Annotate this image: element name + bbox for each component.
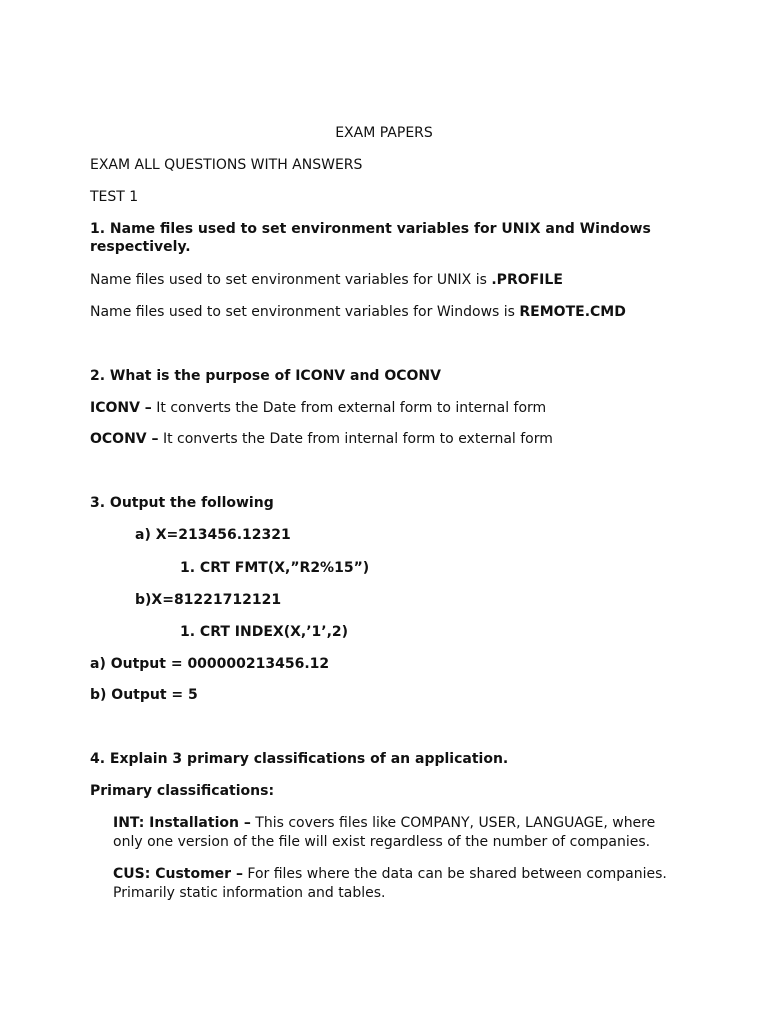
q4-int-text: This covers files like COMPANY, USER, LANGUAGE, where only one version of the file will exist regardless of the number of companies. bbox=[113, 815, 656, 850]
q3-part-b-command: 1. CRT INDEX(X,’1’,2) bbox=[180, 624, 349, 640]
q1-answer-windows-text: Name files used to set environment variables for Windows is bbox=[90, 304, 520, 320]
test-heading: TEST 1 bbox=[90, 189, 139, 205]
document-subtitle: EXAM ALL QUESTIONS WITH ANSWERS bbox=[90, 157, 363, 173]
q2-iconv-label: ICONV – bbox=[90, 400, 152, 416]
q2-oconv-label: OCONV – bbox=[90, 431, 159, 447]
q3-output-a: a) Output = 000000213456.12 bbox=[90, 656, 330, 672]
q4-int-label: INT: Installation – bbox=[113, 815, 251, 831]
q4-int-paragraph bbox=[113, 814, 668, 852]
q1-question-line1: 1. Name files used to set environment variables for UNIX and Windows bbox=[90, 221, 651, 237]
q2-oconv bbox=[90, 430, 553, 448]
q2-iconv-text: It converts the Date from external form to internal form bbox=[151, 400, 547, 416]
q2-question: 2. What is the purpose of ICONV and OCONV bbox=[90, 368, 441, 384]
q1-answer-windows bbox=[90, 303, 626, 321]
document-title: EXAM PAPERS bbox=[335, 125, 433, 141]
q2-iconv bbox=[90, 399, 546, 417]
q4-cus-text: For files where the data can be shared between companies. Primarily static information and tables. bbox=[113, 866, 667, 901]
q1-answer-unix bbox=[90, 271, 563, 289]
q4-question: 4. Explain 3 primary classifications of an application. bbox=[90, 751, 509, 767]
q3-part-b: b)X=81221712121 bbox=[135, 592, 282, 608]
q4-cus-label: CUS: Customer – bbox=[113, 866, 243, 882]
q3-part-a-command: 1. CRT FMT(X,”R2%15”) bbox=[180, 560, 370, 576]
q4-cus-paragraph bbox=[113, 865, 673, 903]
q1-question-line2: respectively. bbox=[90, 239, 191, 255]
q3-question: 3. Output the following bbox=[90, 495, 274, 511]
q2-oconv-text: It converts the Date from internal form to external form bbox=[158, 431, 553, 447]
q1-answer-unix-value: .PROFILE bbox=[491, 272, 563, 288]
q1-answer-windows-value: REMOTE.CMD bbox=[519, 304, 626, 320]
q3-part-a: a) X=213456.12321 bbox=[135, 527, 291, 543]
q1-answer-unix-text: Name files used to set environment variables for UNIX is bbox=[90, 272, 492, 288]
q4-heading: Primary classifications: bbox=[90, 783, 275, 799]
q3-output-b: b) Output = 5 bbox=[90, 687, 198, 703]
